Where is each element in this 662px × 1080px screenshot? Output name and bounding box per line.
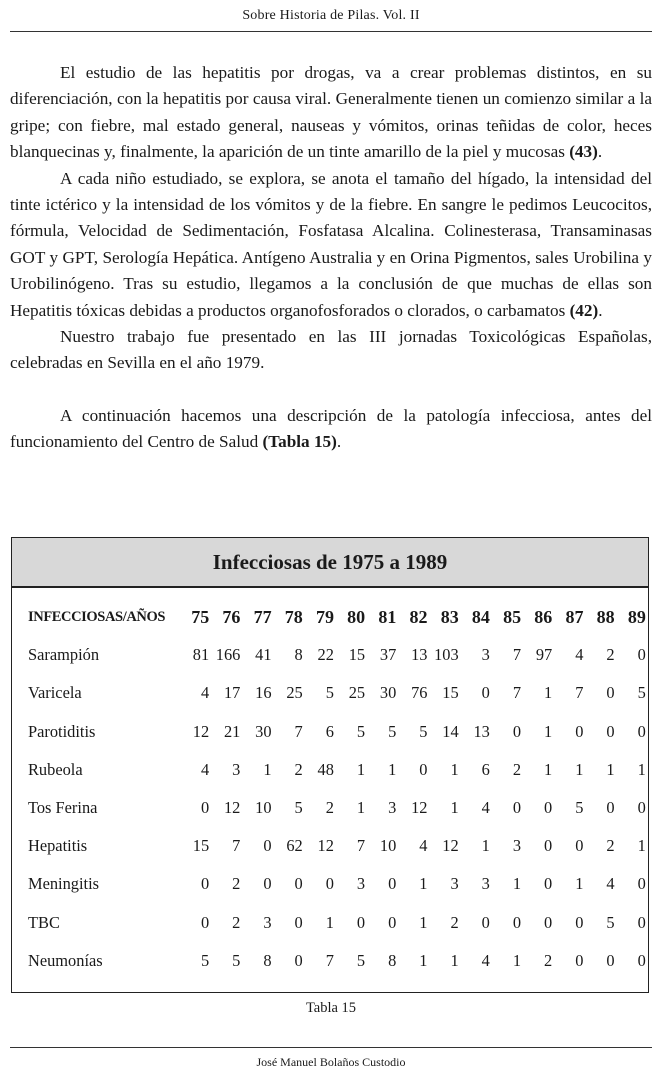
case-count-cell: 1 (325, 912, 334, 932)
case-count-cell: 0 (325, 874, 334, 894)
case-count-cell: 0 (512, 912, 522, 932)
header-rule (10, 31, 652, 32)
disease-label: Meningitis (28, 874, 100, 894)
case-count-cell: 0 (575, 836, 584, 856)
case-count-cell: 0 (544, 874, 553, 894)
case-count-cell: 1 (356, 759, 366, 779)
case-count-cell: 1 (481, 836, 490, 856)
case-count-cell: 1 (544, 683, 553, 703)
table-row (28, 674, 646, 712)
case-count-cell: 12 (192, 721, 210, 741)
case-count-cell: 0 (263, 836, 272, 856)
case-count-cell: 25 (286, 683, 303, 703)
case-count-cell: 0 (481, 683, 490, 703)
disease-label: Hepatitis (28, 836, 88, 856)
footer-rule (10, 1047, 652, 1048)
case-count-cell: 21 (223, 721, 241, 741)
case-count-cell: 1 (263, 759, 272, 779)
table-row (28, 827, 646, 865)
case-count-cell: 0 (544, 912, 553, 932)
case-count-cell: 1 (637, 836, 646, 856)
table-row (28, 904, 646, 942)
case-count-cell: 6 (481, 759, 490, 779)
case-count-cell: 1 (512, 874, 522, 894)
reference-citation: (42) (569, 300, 599, 320)
disease-label: Parotiditis (28, 721, 96, 741)
case-count-cell: 10 (255, 798, 272, 818)
table-row (28, 789, 646, 827)
table-title: Infecciosas de 1975 a 1989 (12, 538, 648, 588)
case-count-cell: 8 (263, 950, 272, 970)
year-header: 82 (409, 606, 428, 627)
case-count-cell: 0 (512, 798, 522, 818)
case-count-cell: 0 (637, 798, 646, 818)
case-count-cell: 13 (411, 645, 428, 665)
case-count-cell: 22 (317, 645, 334, 665)
case-count-cell: 3 (356, 874, 366, 894)
case-count-cell: 97 (535, 645, 553, 665)
case-count-cell: 7 (325, 950, 334, 970)
year-header: 88 (596, 606, 615, 627)
case-count-cell: 0 (356, 912, 366, 932)
year-header: 86 (534, 606, 553, 627)
case-count-cell: 0 (294, 950, 303, 970)
case-count-cell: 62 (286, 836, 303, 856)
paragraph-tail: . (336, 432, 342, 452)
case-count-cell: 103 (434, 645, 459, 665)
table-row (28, 865, 646, 903)
case-count-cell: 13 (473, 721, 490, 741)
case-count-cell: 7 (294, 721, 303, 741)
case-count-cell: 3 (481, 645, 490, 665)
case-count-cell: 2 (232, 912, 241, 932)
case-count-cell: 2 (232, 874, 241, 894)
case-count-cell: 1 (544, 721, 553, 741)
case-count-cell: 2 (294, 759, 303, 779)
case-count-cell: 3 (388, 798, 397, 818)
body-text (10, 60, 652, 456)
paragraph (10, 403, 652, 456)
case-count-cell: 0 (575, 912, 584, 932)
disease-label: Varicela (28, 683, 82, 703)
case-count-cell: 0 (200, 798, 210, 818)
case-count-cell: 12 (411, 798, 428, 818)
case-count-cell: 5 (637, 683, 646, 703)
table-row (28, 751, 646, 789)
case-count-cell: 8 (388, 950, 397, 970)
case-count-cell: 1 (512, 950, 522, 970)
case-count-cell: 0 (544, 836, 553, 856)
case-count-cell: 37 (379, 645, 397, 665)
case-count-cell: 4 (575, 645, 584, 665)
case-count-cell: 1 (419, 950, 428, 970)
case-count-cell: 0 (606, 683, 615, 703)
row-header-label: INFECCIOSAS/AÑOS (28, 608, 166, 625)
year-header: 76 (222, 606, 241, 627)
paragraph-tail: . (598, 300, 603, 320)
disease-label: Tos Ferina (28, 798, 98, 818)
year-header: 81 (378, 606, 397, 627)
year-header: 85 (503, 606, 522, 627)
paragraph-text: A continuación hacemos una descripción de la patología infecciosa, antes del funcionamiento del Centro de Salud (10, 405, 652, 452)
paragraph-text: El estudio de las hepatitis por drogas, va a crear problemas distintos, en su diferenciación, con la hepatitis por causa viral. Generalmente tienen un comienzo similar a la gripe; con fiebre, mal estado general, nauseas y vómitos, orinas teñidas de color, heces blanquecinas y, finalmente, la aparición de un tinte amarillo de la piel y mucosas (10, 63, 652, 162)
disease-label: Neumonías (28, 950, 103, 970)
case-count-cell: 48 (317, 759, 334, 779)
paragraph (10, 166, 652, 324)
case-count-cell: 25 (348, 683, 366, 703)
case-count-cell: 5 (294, 798, 303, 818)
case-count-cell: 3 (263, 912, 272, 932)
table-row (28, 713, 646, 751)
table-body (28, 636, 646, 980)
case-count-cell: 2 (606, 645, 615, 665)
year-header: 83 (440, 606, 459, 627)
table-row (28, 942, 646, 980)
case-count-cell: 4 (481, 798, 490, 818)
case-count-cell: 10 (379, 836, 397, 856)
case-count-cell: 0 (200, 912, 210, 932)
case-count-cell: 1 (450, 759, 459, 779)
case-count-cell: 15 (442, 683, 459, 703)
disease-label: TBC (28, 912, 60, 932)
case-count-cell: 0 (606, 798, 615, 818)
table-header-row (28, 598, 646, 636)
case-count-cell: 0 (637, 912, 646, 932)
case-count-cell: 8 (294, 645, 303, 665)
case-count-cell: 0 (544, 798, 553, 818)
year-header: 80 (347, 606, 366, 627)
case-count-cell: 1 (388, 759, 397, 779)
case-count-cell: 3 (450, 874, 459, 894)
paragraph-text: A cada niño estudiado, se explora, se anota el tamaño del hígado, la intensidad del tinte ictérico y la intensidad de los vómitos y de la fiebre. En sangre le pedimos Leucocitos, fórmula, Velocidad de Sedimentación, Fosfatasa Alcalina. Colinesterasa, Transaminasas GOT y GPT, Serología Hepática. Antígeno Australia y en Orina Pigmentos, sales Urobilina y Urobilinógeno. Tras su estudio, llegamos a la conclusión de que muchas de ellas son Hepatitis tóxicas debidas a productos organofosforados o clorados, o carbamatos (10, 168, 652, 320)
case-count-cell: 3 (481, 874, 490, 894)
case-count-cell: 5 (356, 950, 366, 970)
case-count-cell: 0 (481, 912, 490, 932)
case-count-cell: 1 (419, 874, 428, 894)
case-count-cell: 76 (411, 683, 428, 703)
case-count-cell: 4 (200, 759, 210, 779)
case-count-cell: 12 (223, 798, 241, 818)
case-count-cell: 15 (192, 836, 210, 856)
paragraph (10, 324, 652, 377)
case-count-cell: 0 (637, 874, 646, 894)
case-count-cell: 1 (575, 759, 584, 779)
case-count-cell: 0 (294, 912, 303, 932)
case-count-cell: 1 (356, 798, 366, 818)
case-count-cell: 5 (200, 950, 210, 970)
case-count-cell: 1 (419, 912, 428, 932)
paragraph-text: Nuestro trabajo fue presentado en las III jornadas Toxicológicas Españolas, celebradas en Sevilla en el año 1979. (10, 327, 652, 373)
case-count-cell: 5 (575, 798, 584, 818)
case-count-cell: 2 (606, 836, 615, 856)
year-header: 87 (565, 606, 584, 627)
case-count-cell: 166 (215, 645, 241, 665)
case-count-cell: 15 (348, 645, 366, 665)
case-count-cell: 17 (223, 683, 241, 703)
case-count-cell: 0 (388, 874, 397, 894)
case-count-cell: 5 (419, 721, 428, 741)
case-count-cell: 7 (575, 683, 584, 703)
disease-label: Sarampión (28, 645, 100, 665)
case-count-cell: 7 (512, 683, 522, 703)
case-count-cell: 7 (356, 836, 366, 856)
case-count-cell: 2 (544, 950, 553, 970)
case-count-cell: 4 (481, 950, 490, 970)
case-count-cell: 5 (356, 721, 366, 741)
case-count-cell: 0 (263, 874, 272, 894)
case-count-cell: 4 (419, 836, 428, 856)
paragraph-tail: . (597, 142, 603, 162)
case-count-cell: 3 (232, 759, 241, 779)
case-count-cell: 1 (450, 950, 459, 970)
case-count-cell: 0 (637, 721, 646, 741)
running-header: Sobre Historia de Pilas. Vol. II (242, 8, 420, 23)
year-header: 79 (315, 606, 334, 627)
case-count-cell: 7 (512, 645, 522, 665)
case-count-cell: 12 (442, 836, 459, 856)
case-count-cell: 41 (255, 645, 272, 665)
table-row (28, 636, 646, 674)
year-header: 84 (471, 606, 490, 627)
paragraph (10, 60, 652, 166)
case-count-cell: 0 (388, 912, 397, 932)
case-count-cell: 5 (606, 912, 615, 932)
infectious-table (28, 598, 646, 980)
case-count-cell: 0 (637, 950, 646, 970)
case-count-cell: 5 (388, 721, 397, 741)
case-count-cell: 1 (606, 759, 615, 779)
case-count-cell: 3 (512, 836, 522, 856)
case-count-cell: 6 (325, 721, 334, 741)
case-count-cell: 0 (575, 950, 584, 970)
case-count-cell: 4 (606, 874, 615, 894)
case-count-cell: 0 (606, 950, 615, 970)
case-count-cell: 4 (200, 683, 210, 703)
case-count-cell: 14 (442, 721, 459, 741)
year-header: 78 (284, 606, 303, 627)
case-count-cell: 5 (232, 950, 241, 970)
year-header: 77 (253, 606, 272, 627)
case-count-cell: 5 (325, 683, 334, 703)
case-count-cell: 2 (512, 759, 522, 779)
case-count-cell: 1 (637, 759, 646, 779)
case-count-cell: 16 (255, 683, 272, 703)
case-count-cell: 1 (450, 798, 459, 818)
case-count-cell: 0 (294, 874, 303, 894)
case-count-cell: 12 (317, 836, 334, 856)
case-count-cell: 0 (575, 721, 584, 741)
case-count-cell: 30 (255, 721, 272, 741)
case-count-cell: 2 (450, 912, 459, 932)
case-count-cell: 7 (232, 836, 241, 856)
running-footer: José Manuel Bolaños Custodio (256, 1055, 406, 1069)
year-header: 75 (191, 606, 210, 627)
case-count-cell: 0 (200, 874, 210, 894)
case-count-cell: 0 (512, 721, 522, 741)
case-count-cell: 2 (325, 798, 334, 818)
reference-citation: (43) (569, 142, 598, 162)
year-header: 89 (627, 606, 646, 627)
case-count-cell: 30 (379, 683, 397, 703)
case-count-cell: 1 (575, 874, 584, 894)
disease-label: Rubeola (28, 759, 83, 779)
case-count-cell: 0 (419, 759, 428, 779)
infectious-table-box (11, 537, 649, 993)
case-count-cell: 81 (192, 645, 210, 665)
case-count-cell: 0 (637, 645, 646, 665)
table-reference: (Tabla 15) (262, 432, 337, 452)
case-count-cell: 0 (606, 721, 615, 741)
case-count-cell: 1 (544, 759, 553, 779)
table-caption: Tabla 15 (305, 1000, 357, 1016)
